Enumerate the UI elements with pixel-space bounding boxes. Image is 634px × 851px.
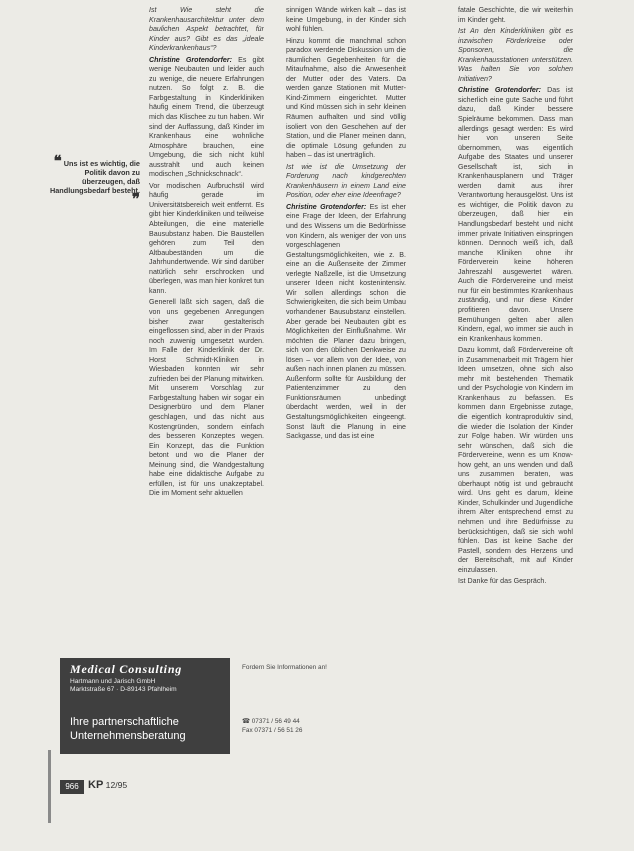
page-number: 966 — [60, 780, 84, 794]
paragraph-text: Hinzu kommt die manchmal schon paradox werdende Diskussion um die räumlichen Gegebenheiten für die Mitaufnahme, also die Anwesenheit der Mutter oder des Vaters. Da werden ganze Stationen mit Mutter-Kind-Zimmern eingerichtet. Mutter und Kind müssen sich in sehr kleinen Räumen aufhalten und sind völlig isoliert von den Geschehen auf der Station, und die Planer meinen dann, die optimale Lösung gefunden zu haben – das ist unerträglich. — [286, 36, 406, 160]
speaker-name: Christine Grotendorfer: — [286, 202, 370, 211]
ad-partners: Hartmann und Jarisch GmbH — [70, 678, 156, 685]
article-paragraph — [458, 86, 573, 344]
ad-tagline-line-2: Unternehmensberatung — [70, 730, 186, 742]
article-paragraph — [286, 6, 406, 35]
ad-contact-panel — [242, 658, 330, 754]
ad-phone: ☎ 07371 / 56 49 44 — [242, 718, 300, 725]
paragraph-text: fatale Geschichte, die wir weiterhin im Kinder geht. — [458, 6, 573, 24]
article-paragraph — [286, 37, 406, 161]
article-paragraph — [458, 6, 573, 25]
pull-quote — [44, 153, 140, 208]
open-quote-mark: ❝ — [53, 153, 62, 170]
close-quote-mark: ❞ — [131, 190, 140, 208]
article-paragraph — [458, 346, 573, 575]
paragraph-text: Ist Danke für das Gespräch. — [458, 577, 547, 586]
paragraph-text: Es ist eher eine Frage der Ideen, der Erfahrung und des Wissens um die Bedürfnisse von Kindern, als weniger der von uns vorgeschlagenen Gestaltungsmöglichkeiten, wie z. B. eine an die Außenseite der Zimmer verlegte Naßzelle, ist die Umsetzung unserer Ideen nicht kostenintensiv. Wir sollen allerdings schon die Schwierigkeiten, die sich beim Umbau vorhandener Bausubstanz einstellen. Aber gerade bei Neubauten gibt es Möglichkeiten der Einflußnahme. Wir möchten die Planer dazu bringen, sich von den üblichen Denkweise zu lösen – vor allem von der Idee, von außen nach innen planen zu müssen. Außenform sollte für Ausbildung der Patientenzimmer zu den Funktionsräumen unbedingt überdacht werden, weil in der Gestaltungsmöglichkeiten eingeengt. Sonst läuft die Planung in eine Sackgasse, und das ist eine — [286, 202, 406, 441]
pull-quote-text: Uns ist es wichtig, die Politik davon zu überzeugen, daß Handlungsbedarf besteht. — [49, 159, 140, 195]
paragraph-text: Generell läßt sich sagen, daß die von uns gegebenen Anregungen bisher zwar gestalterisch eingeflossen sind, aber in der Praxis noch zuwenig umgesetzt wurden. Im Falle der Kinderklinik der Dr. Horst Schmidt-Kliniken in Wiesbaden konnten wir sehr zufrieden bei der Planung mitwirken. Mit unserem Vorschlag zur Farbgestaltung haben wir sogar ein Designerbüro und dem Planer geschlagen, und das nicht aus Kostengründen, sondern einfach des besseren Konzeptes wegen. Ein Konzept, das die Funktion betont und wo die Planer der Meinung sind, die Wandgestaltung habe eine didaktische Aufgabe zu erfüllen, ist für uns unakzeptabel. Die im Moment sehr aktuellen — [149, 298, 264, 498]
paragraph-text: Ist wie ist die Umsetzung der Forderung nach kindgerechten Krankenhäusern in einem Land eine Position, oder eher eine Ideenfrage? — [286, 162, 406, 200]
paragraph-text: Ist An den Kinderkliniken gibt es inzwischen Förderkreise oder Sponsoren, die Krankenhausstationen unterstützen. Was halten Sie von solchen Initiativen? — [458, 27, 573, 83]
article-paragraph — [286, 163, 406, 201]
paragraph-text: Das ist sicherlich eine gute Sache und führt dazu, daß Kinder bessere Spielräume bekommen. Dass man allerdings gesagt werden: Es wird hier von unseren Seite übernommen, was eigentlich Aufgabe des Staates und unserer Gesellschaft ist, sich in Krankenhausplanern und Träger werden damit aus ihrer Verantwortung herausgelöst. Uns ist es wichtiger, die Politik davon zu überzeugen, daß hier ein Handlungsbedarf besteht und nicht immer private Initiativen einspringen können. Dennoch weiß ich, daß manche Kliniken ohne ihr Förderverein keine höheren Jahreszahl ausgewertet wären. Auch die Fördervereine und meist nur für ein bestimmtes Krankenhaus zuständig, und nur diese Kinder profitieren davon. Unsere Bemühungen gelten aber allen Kindern, egal, wo immer sie auch in ein Krankenhaus kommen. — [458, 86, 573, 343]
paragraph-text: Vor modischen Aufbruchstil wird häufig gerade im Universitätsbereich weit entfernt. Es gibt hier Kinderkliniken und teilweise Abteilungen, die eine materielle Bausubstanz haben. Die Baustellen gehören zum Teil den Altbaubeständen um die Jahrhundertwende. Wir sind darüber natürlich sehr erschrocken und überlegen, was man hier konkret tun kann. — [149, 181, 264, 295]
ad-dark-panel — [60, 658, 230, 754]
article-paragraph — [286, 203, 406, 442]
article-column-3 — [458, 6, 573, 806]
ad-tagline-line-1: Ihre partnerschaftliche — [70, 716, 179, 728]
article-paragraph — [149, 298, 264, 498]
article-paragraph — [458, 27, 573, 84]
paragraph-text: Dazu kommt, daß Fördervereine oft in Zusammenarbeit mit Trägern hier Ideen umsetzen, ohne sich also mehr mit bestehenden Thematik und der Psychologie von Kindern im Krankenhaus zu befassen. Es kommen dann Ergebnisse zutage, die eigentlich kontraproduktiv sind, die wieder die Isolation der Kinder zur Folge haben. Wir würden uns sehr wünschen, daß sich die Fördervereine, wenn es um Know-how geht, an uns wenden und daß uns zusammen beraten, was überhaupt nötig ist und gebraucht wird. Uns geht es darum, kleine Kinder, Schulkinder und Jugendliche ihrem Alter entsprechend ernst zu nehmen und ihre Bedürfnisse zu berücksichtigen, daß sie sich wohl fühlen. Das ist keine Sache der Pastell, sondern des Herzens und der Bereitschaft, mit auf Kinder einzulassen. — [458, 346, 573, 574]
issue-label — [88, 779, 127, 791]
article-column-2 — [286, 6, 406, 628]
ad-address: Marktstraße 67 · D-89143 Pfahlheim — [70, 686, 177, 693]
speaker-name: Christine Grotendorfer: — [149, 55, 239, 64]
margin-rule — [48, 750, 51, 823]
article-column-1 — [149, 6, 264, 628]
paragraph-text: Es gibt wenige Neubauten und leider auch zu wenige, die neuere Erfahrungen nutzen. So folgt z. B. die Farbgestaltung in Kinderkliniken häufig einem Trend, die überzeugt mich das Klischee zu tun haben. Wir sind der Auffassung, daß Kinder im Krankenhaus eine wohnliche Atmosphäre brauchen, eine Umgebung, die sich nicht kühl ausstrahlt und auch keinen modischen „Schnickschnack“. — [149, 55, 264, 179]
paragraph-text: sinnigen Wände wirken kalt – das ist keine Umgebung, in der Kinder sich wohl fühlen. — [286, 6, 406, 34]
ad-call-to-action: Fordern Sie Informationen an! — [242, 664, 327, 671]
article-paragraph — [149, 6, 264, 54]
paragraph-text: Ist Wie steht die Krankenhausarchitektur unter dem baulichen Aspekt betrachtet, für Kinder aus? Gibt es das „ideale Kinderkrankenhaus“? — [149, 6, 264, 53]
article-paragraph — [149, 56, 264, 180]
advertisement — [60, 658, 330, 754]
ad-company-name: Medical Consulting — [70, 662, 183, 676]
issue-number: 12/95 — [105, 780, 128, 790]
issue-logo-text: KP — [88, 779, 104, 791]
speaker-name: Christine Grotendorfer: — [458, 86, 548, 95]
article-paragraph — [458, 577, 573, 587]
article-paragraph — [149, 182, 264, 297]
ad-fax: Fax 07371 / 56 51 26 — [242, 727, 303, 734]
